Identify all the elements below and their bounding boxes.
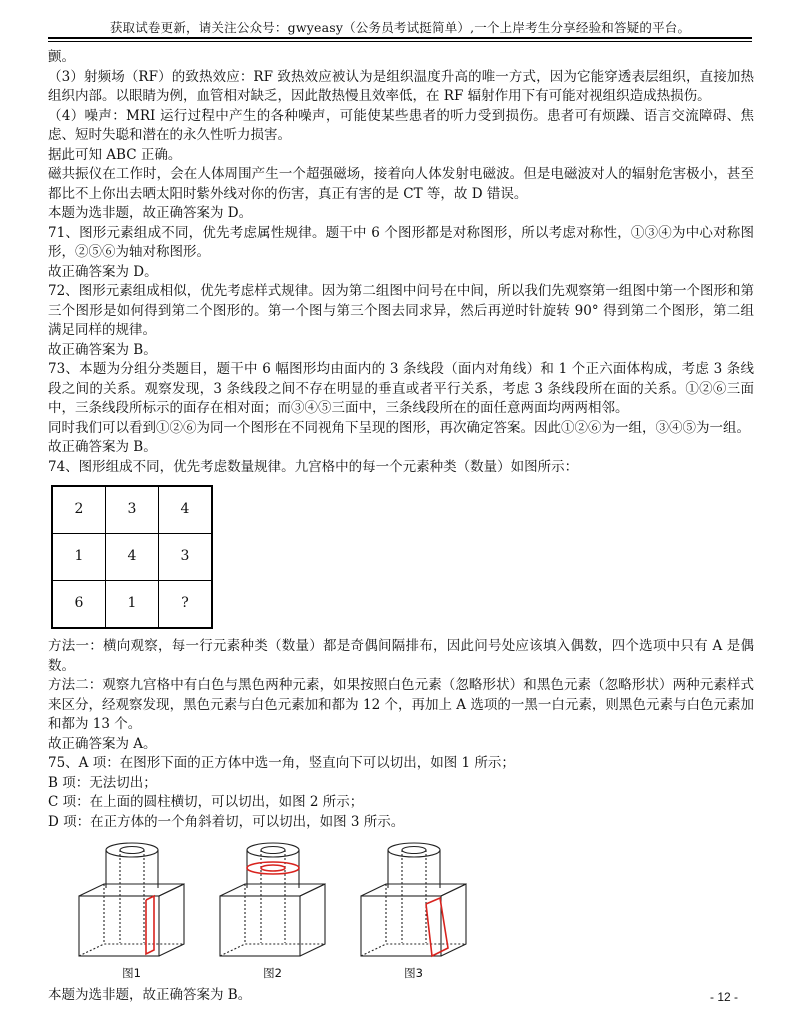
- paragraph: 方法二：观察九宫格中有白色与黑色两种元素，如果按照白色元素（忽略形状）和黑色元素（忽略形状）两种元素样式来区分，经观察发现，黑色元素与白色元素加和都为 12 个，再加上 A 选项的一黑一白元素，则黑色元素与白色元素加和都为 13 个。: [48, 677, 754, 732]
- page-content: [48, 48, 754, 1005]
- paragraph: 磁共振仪在工作时，会在人体周围产生一个超强磁场，接着向人体发射电磁波。但是电磁波对人的辐射危害极小，甚至都比不上你出去晒太阳时紫外线对你的伤害，真正有害的是 CT 等，故 D 错误。: [48, 166, 754, 202]
- page-header: 获取试卷更新，请关注公众号：gwyeasy（公务员考试挺简单）,一个上岸考生分享经验和答疑的平台。: [109, 20, 691, 35]
- header-rule-thick: [48, 37, 752, 39]
- grid-cell: 6: [52, 581, 106, 629]
- paragraph: 据此可知 ABC 正确。: [48, 146, 182, 163]
- grid-cell: 3: [106, 486, 159, 534]
- figure-caption: 图1: [122, 966, 141, 980]
- cube-cylinder-horizontal-cut-icon: [215, 838, 330, 966]
- figure-2: [215, 838, 330, 984]
- paragraph: 故正确答案为 B。: [48, 341, 157, 358]
- paragraph: 同时我们可以看到①②⑥为同一个图形在不同视角下呈现的图形，再次确定答案。因此①②⑥为一组，③④⑤为一组。: [48, 419, 750, 436]
- paragraph: B 项：无法切出；: [48, 774, 157, 791]
- grid-cell: 1: [106, 581, 159, 629]
- cube-cylinder-corner-cut-icon: [356, 838, 471, 966]
- paragraph: 故正确答案为 B。: [48, 439, 157, 455]
- grid-cell: 1: [52, 534, 106, 581]
- paragraph: D 项：在正方体的一个角斜着切，可以切出，如图 3 所示。: [48, 813, 405, 830]
- grid-cell: 4: [106, 534, 159, 581]
- grid-cell: 4: [159, 486, 213, 534]
- nine-grid-table: [51, 485, 213, 629]
- grid-cell: 2: [52, 486, 106, 534]
- header-rule-thin: [48, 41, 752, 42]
- figure-row: [74, 838, 754, 984]
- paragraph: 75、A 项：在图形下面的正方体中选一角，竖直向下可以切出，如图 1 所示；: [48, 755, 515, 771]
- paragraph: 74、图形组成不同，优先考虑数量规律。九宫格中的每一个元素种类（数量）如图所示：: [48, 458, 579, 475]
- page-number: - 12 -: [709, 990, 738, 1004]
- cube-cylinder-vertical-cut-icon: [74, 838, 189, 966]
- paragraph: 73、本题为分组分类题目，题干中 6 幅图形均由面内的 3 条线段（面内对角线）和 1 个正六面体构成，考虑 3 条线段之间的关系。观察发现，3 条线段之间不存在明显的垂直或者平行关系，考虑 3 条线段所在面的关系。①②⑥三面中，三条线段所标示的面存在相对面；而③④⑤三面中，三条线段所在的面任意两面均两两相邻。: [48, 361, 754, 416]
- grid-cell: 3: [159, 534, 213, 581]
- figure-3: [356, 838, 471, 984]
- paragraph: 方法一：横向观察，每一行元素种类（数量）都是奇偶间隔排布，因此问号处应该填入偶数，四个选项中只有 A 是偶数。: [48, 638, 754, 674]
- paragraph: C 项：在上面的圆柱横切，可以切出，如图 2 所示；: [48, 794, 364, 810]
- closing-paragraph: 本题为选非题，故正确答案为 B。: [48, 986, 252, 1003]
- paragraph: 71、图形元素组成不同，优先考虑属性规律。题干中 6 个图形都是对称图形，所以考虑对称性，①③④为中心对称图形，②⑤⑥为轴对称图形。: [48, 224, 754, 260]
- paragraph: 颤。: [48, 49, 75, 65]
- paragraph: 故正确答案为 A。: [48, 735, 157, 752]
- paragraph: 本题为选非题，故正确答案为 D。: [48, 205, 253, 221]
- paragraph: 故正确答案为 D。: [48, 263, 158, 280]
- figure-1: [74, 838, 189, 984]
- figure-caption: 图3: [404, 966, 423, 980]
- figure-caption: 图2: [263, 966, 282, 980]
- grid-cell-question: ?: [159, 581, 213, 629]
- paragraph: （4）噪声：MRI 运行过程中产生的各种噪声，可能使某些患者的听力受到损伤。患者可有烦躁、语言交流障碍、焦虑、短时失聪和潜在的永久性听力损害。: [48, 107, 754, 143]
- paragraph: 72、图形元素组成相似，优先考虑样式规律。因为第二组图中问号在中间，所以我们先观察第一组图中第一个图形和第三个图形是如何得到第二个图形的。第一个图与第三个图去同求异，然后再逆时针旋转 90° 得到第二个图形，第二组满足同样的规律。: [48, 283, 754, 338]
- paragraph: （3）射频场（RF）的致热效应：RF 致热效应被认为是组织温度升高的唯一方式，因为它能穿透表层组织，直接加热组织内部。以眼睛为例，血管相对缺乏，因此散热慢且效率低，在 RF 辐射作用下有可能对视组织造成热损伤。: [48, 68, 754, 104]
